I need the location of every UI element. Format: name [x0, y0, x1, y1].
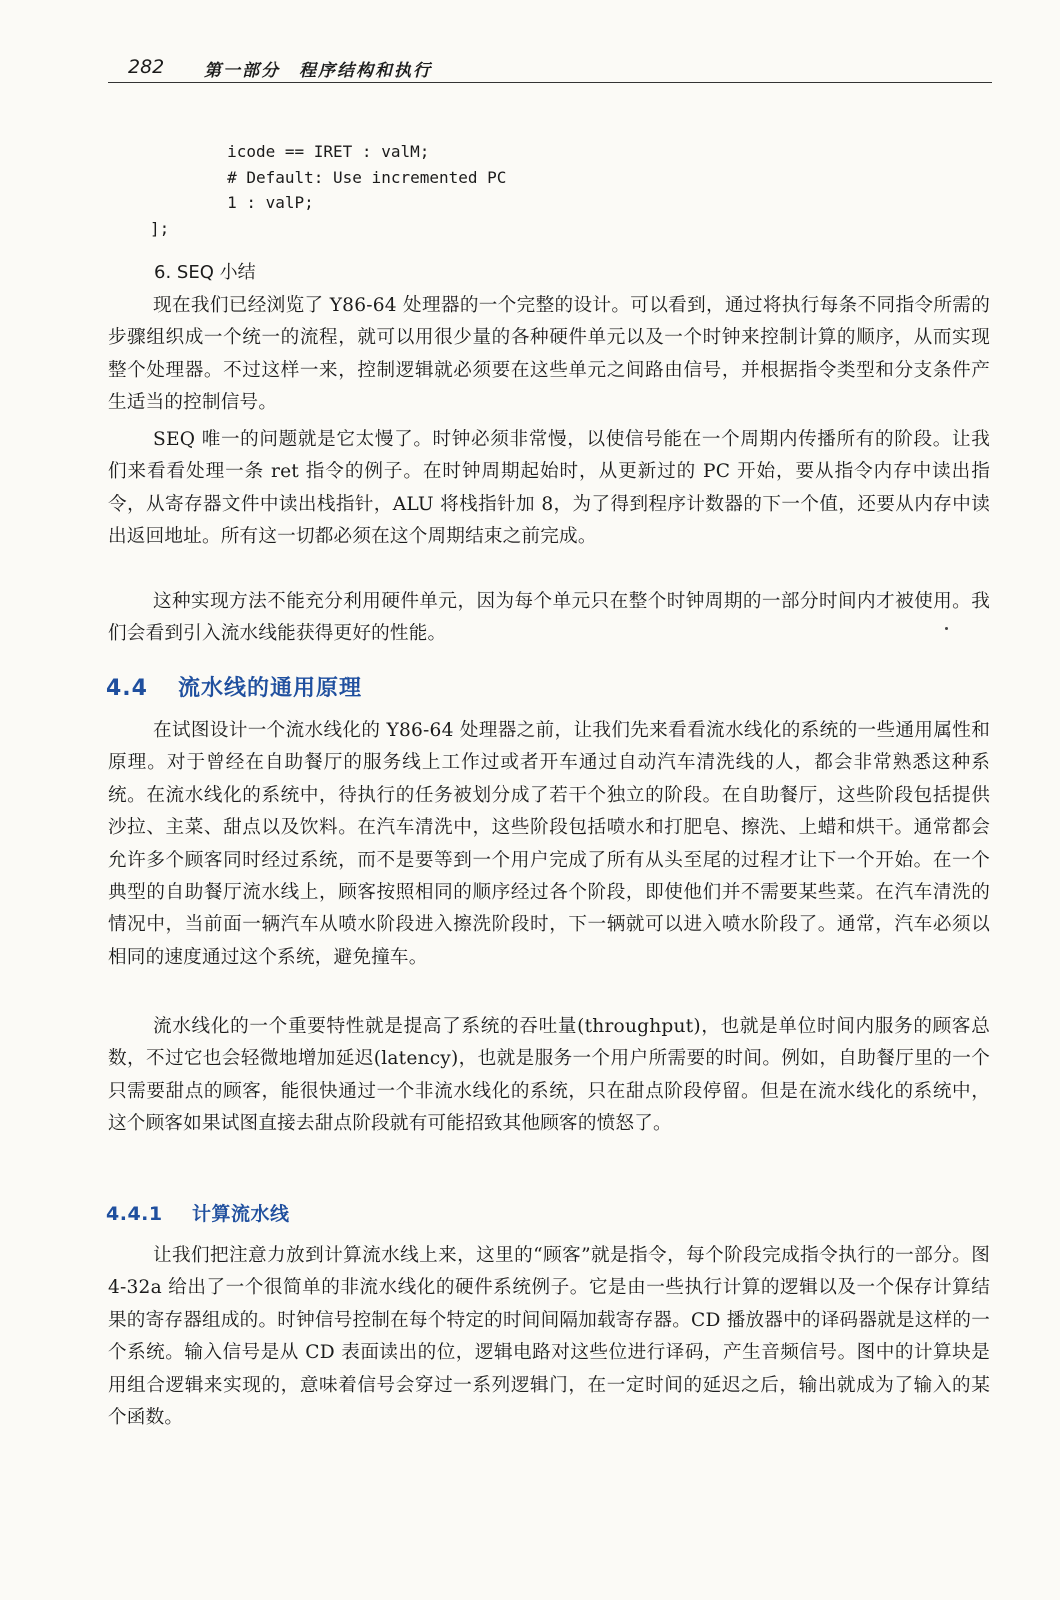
stray-dot: [945, 627, 948, 630]
subsection-number: 4.4.1: [106, 1203, 163, 1225]
page-number: 282: [128, 56, 165, 78]
running-header: [108, 52, 992, 83]
running-title: 第一部分 程序结构和执行: [204, 61, 432, 81]
subsection-6-title: 6. SEQ 小结: [154, 262, 256, 283]
section-4-4-1-heading: [106, 1199, 290, 1226]
paragraph-computation-pipeline: 让我们把注意力放到计算流水线上来，这里的“顾客”就是指令，每个阶段完成指令执行的一部分。图 4-32a 给出了一个很简单的非流水线化的硬件系统例子。它是由一些执行计算的逻辑以及一个保存计算结果的寄存器组成的。时钟信号控制在每个特定的时间间隔加载寄存器。CD 播放器中的译码器就是这样的一个系统。输入信号是从 CD 表面读出的位，逻辑电路对这些位进行译码，产生音频信号。图中的计算块是用组合逻辑来实现的，意味着信号会穿过一系列逻辑门，在一定时间的延迟之后，输出就成为了输入的某个函数。: [108, 1245, 990, 1429]
section-number: 4.4: [106, 676, 148, 701]
paragraph-seq-underuse: 这种实现方法不能充分利用硬件单元，因为每个单元只在整个时钟周期的一部分时间内才被使用。我们会看到引入流水线能获得更好的性能。: [108, 591, 990, 645]
paragraph-seq-summary: 现在我们已经浏览了 Y86-64 处理器的一个完整的设计。可以看到，通过将执行每条不同指令所需的步骤组织成一个统一的流程，就可以用很少量的各种硬件单元以及一个时钟来控制计算的顺序，从而实现整个处理器。不过这样一来，控制逻辑就必须要在这些单元之间路由信号，并根据指令类型和分支条件产生适当的控制信号。: [108, 295, 990, 414]
code-block: icode == IRET : valM; # Default: Use incremented PC 1 : valP; ];: [150, 142, 507, 238]
paragraph-seq-problem: SEQ 唯一的问题就是它太慢了。时钟必须非常慢，以使信号能在一个周期内传播所有的阶段。让我们来看看处理一条 ret 指令的例子。在时钟周期起始时，从更新过的 PC 开始，要从指令内存中读出指令，从寄存器文件中读出栈指针，ALU 将栈指针加 8，为了得到程序计数器的下一个值，还要从内存中读出返回地址。所有这一切都必须在这个周期结束之前完成。: [108, 429, 990, 548]
section-title: 流水线的通用原理: [178, 676, 363, 701]
subsection-title: 计算流水线: [192, 1203, 290, 1225]
paragraph-pipeline-intro: 在试图设计一个流水线化的 Y86-64 处理器之前，让我们先来看看流水线化的系统的一些通用属性和原理。对于曾经在自助餐厅的服务线上工作过或者开车通过自动汽车清洗线的人，都会非常熟悉这种系统。在流水线化的系统中，待执行的任务被划分成了若干个独立的阶段。在自助餐厅，这些阶段包括提供沙拉、主菜、甜点以及饮料。在汽车清洗中，这些阶段包括喷水和打肥皂、擦洗、上蜡和烘干。通常都会允许多个顾客同时经过系统，而不是要等到一个用户完成了所有从头至尾的过程才让下一个开始。在一个典型的自助餐厅流水线上，顾客按照相同的顺序经过各个阶段，即使他们并不需要某些菜。在汽车清洗的情况中，当前面一辆汽车从喷水阶段进入擦洗阶段时，下一辆就可以进入喷水阶段了。通常，汽车必须以相同的速度通过这个系统，避免撞车。: [108, 720, 990, 968]
section-4-4-heading: [106, 671, 362, 702]
paragraph-throughput-latency: 流水线化的一个重要特性就是提高了系统的吞吐量(throughput)，也就是单位时间内服务的顾客总数，不过它也会轻微地增加延迟(latency)，也就是服务一个用户所需要的时间。例如，自助餐厅里的一个只需要甜点的顾客，能很快通过一个非流水线化的系统，只在甜点阶段停留。但是在流水线化的系统中，这个顾客如果试图直接去甜点阶段就有可能招致其他顾客的愤怒了。: [108, 1016, 990, 1135]
